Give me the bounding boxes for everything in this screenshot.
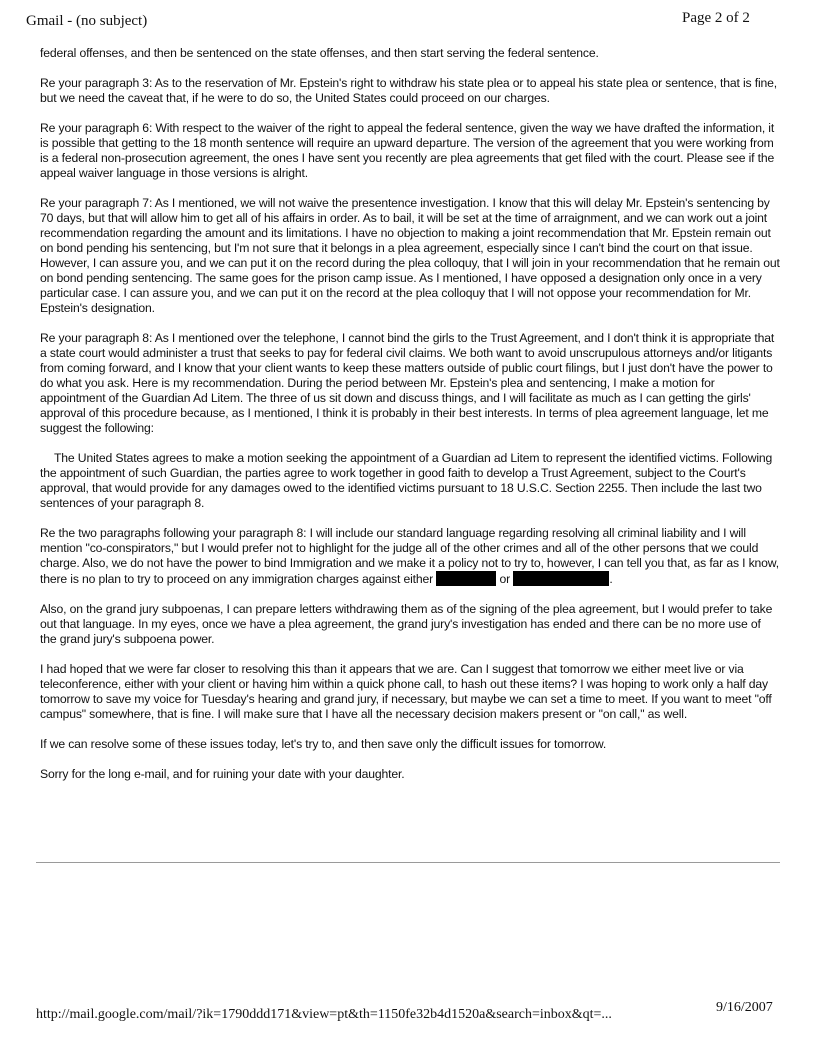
proposed-plea-language: The United States agrees to make a motion seeking the appointment of a Guardian ad Litem to represent the identified victims. Following the appointment of such Guardian, the parties agree to work together in good faith to develop a Trust Agreement, subject to the Court's approval, that would provide for any damages owed to the identified victims pursuant to 18 U.S.C. Section 2255. Then include the last two sentences of your paragraph 8. [40, 451, 773, 510]
page-number: Page 2 of 2 [682, 10, 750, 26]
paragraph-re-8: Re your paragraph 8: As I mentioned over the telephone, I cannot bind the girls to the Trust Agreement, and I don't think it is appropriate that a state court would administer a trust that seeks to pay for federal civil claims. We both want to avoid unscrupulous attorneys and/or litigants from coming forward, and I know that your client wants to keep these matters outside of public court filings, but I just don't have the power to do what you ask. Here is my recommendation. During the period between Mr. Epstein's plea and sentencing, I make a motion for appointment of the Guardian Ad Litem. The three of us sit down and discuss things, and I will facilitate as much as I can getting the girls' approval of this procedure because, as I mentioned, I think it is probably in their best interests. In terms of plea agreement language, let me suggest the following: [40, 331, 775, 435]
paragraph-text: Re the two paragraphs following your paragraph 8: I will include our standard language regarding resolving all criminal liability and I will mention "co-conspirators," but I would prefer not to highlight for the judge all of the other crimes and all of the other persons that we could charge. Also, we do not have the power to bind Immigration and we make it a policy not to try to, however, I can tell you that, as far as I know, there is no plan to try to proceed on any immigration charges against either [40, 526, 780, 586]
paragraph-closing: Sorry for the long e-mail, and for ruining your date with your daughter. [40, 767, 405, 781]
paragraph-re-3: Re your paragraph 3: As to the reservation of Mr. Epstein's right to withdraw his state plea or to appeal his state plea or sentence, that is fine, but we need the caveat that, if he were to do so, the United States could proceed on our charges. [40, 76, 777, 105]
email-subject-title: Gmail - (no subject) [26, 13, 148, 29]
joiner-text: or [499, 572, 511, 586]
paragraph-re-7: Re your paragraph 7: As I mentioned, we will not waive the presentence investigation. I know that this will delay Mr. Epstein's sentencing by 70 days, but that will allow him to get all of his affairs in order. As to bail, it will be set at the time of arraignment, and we can work out a joint recommendation regarding the amount and its limitations. I have no objection to making a joint recommendation that Mr. Epstein remain out on bond pending his sentencing, but I'm not sure that it belongs in a plea agreement, especially since I can't bind the court on that issue. However, I can assure you, and we can put it on the record during the plea colloquy, that I will join in your recommendation that he remain out on bond pending sentencing. The same goes for the prison camp issue. As I mentioned, I have opposed a designation only once in a very particular case. I can assure you, and we can put it on the record at the plea colloquy that I will not oppose your recommendation for Mr. Epstein's designation. [40, 196, 780, 315]
paragraph-resolve-today: If we can resolve some of these issues today, let's try to, and then save only the difficult issues for tomorrow. [40, 737, 607, 751]
redaction-block [513, 571, 609, 586]
divider [36, 862, 780, 863]
redaction-block [436, 571, 496, 586]
footer-url: http://mail.google.com/mail/?ik=1790ddd171&view=pt&th=1150fe32b4d1520a&search=inbox&qt=... [36, 1007, 612, 1022]
paragraph-grand-jury: Also, on the grand jury subpoenas, I can prepare letters withdrawing them as of the signing of the plea agreement, but I would prefer to take out that language. In my eyes, once we have a plea agreement, the grand jury's investigation has ended and there can be no more use of the grand jury's subpoena power. [40, 602, 773, 646]
email-body [40, 46, 780, 797]
paragraph-meeting: I had hoped that we were far closer to resolving this than it appears that we are. Can I suggest that tomorrow we either meet live or via teleconference, either with your client or having him within a quick phone call, to hash out these items? I was hoping to work only a half day tomorrow to save my voice for Tuesday's hearing and grand jury, if necessary, but maybe we can set a time to meet. If you want to meet "off campus" somewhere, that is fine. I will make sure that I have all the necessary decision makers present or "on call," as well. [40, 662, 772, 721]
footer-date: 9/16/2007 [716, 1000, 773, 1015]
paragraph-re-following-8: Re the two paragraphs following your paragraph 8: I will include our standard language regarding resolving all criminal liability and I will mention "co-conspirators," but I would prefer not to highlight for the judge all of the other crimes and all of the other persons that we could charge. Also, we do not have the power to bind Immigration and we make it a policy not to try to, however, I can tell you that, as far as I know, there is no plan to try to proceed on any immigration charges against either or . [40, 526, 780, 586]
paragraph-re-6: Re your paragraph 6: With respect to the waiver of the right to appeal the federal sentence, given the way we have drafted the information, it is possible that getting to the 18 month sentence will require an upward departure. The version of the agreement that you were working from is a federal non-prosecution agreement, the ones I have sent you recently are plea agreements that get filed with the court. Please see if the appeal waiver language in those versions is alright. [40, 121, 775, 180]
paragraph-continuation: federal offenses, and then be sentenced on the state offenses, and then start serving the federal sentence. [40, 46, 599, 60]
